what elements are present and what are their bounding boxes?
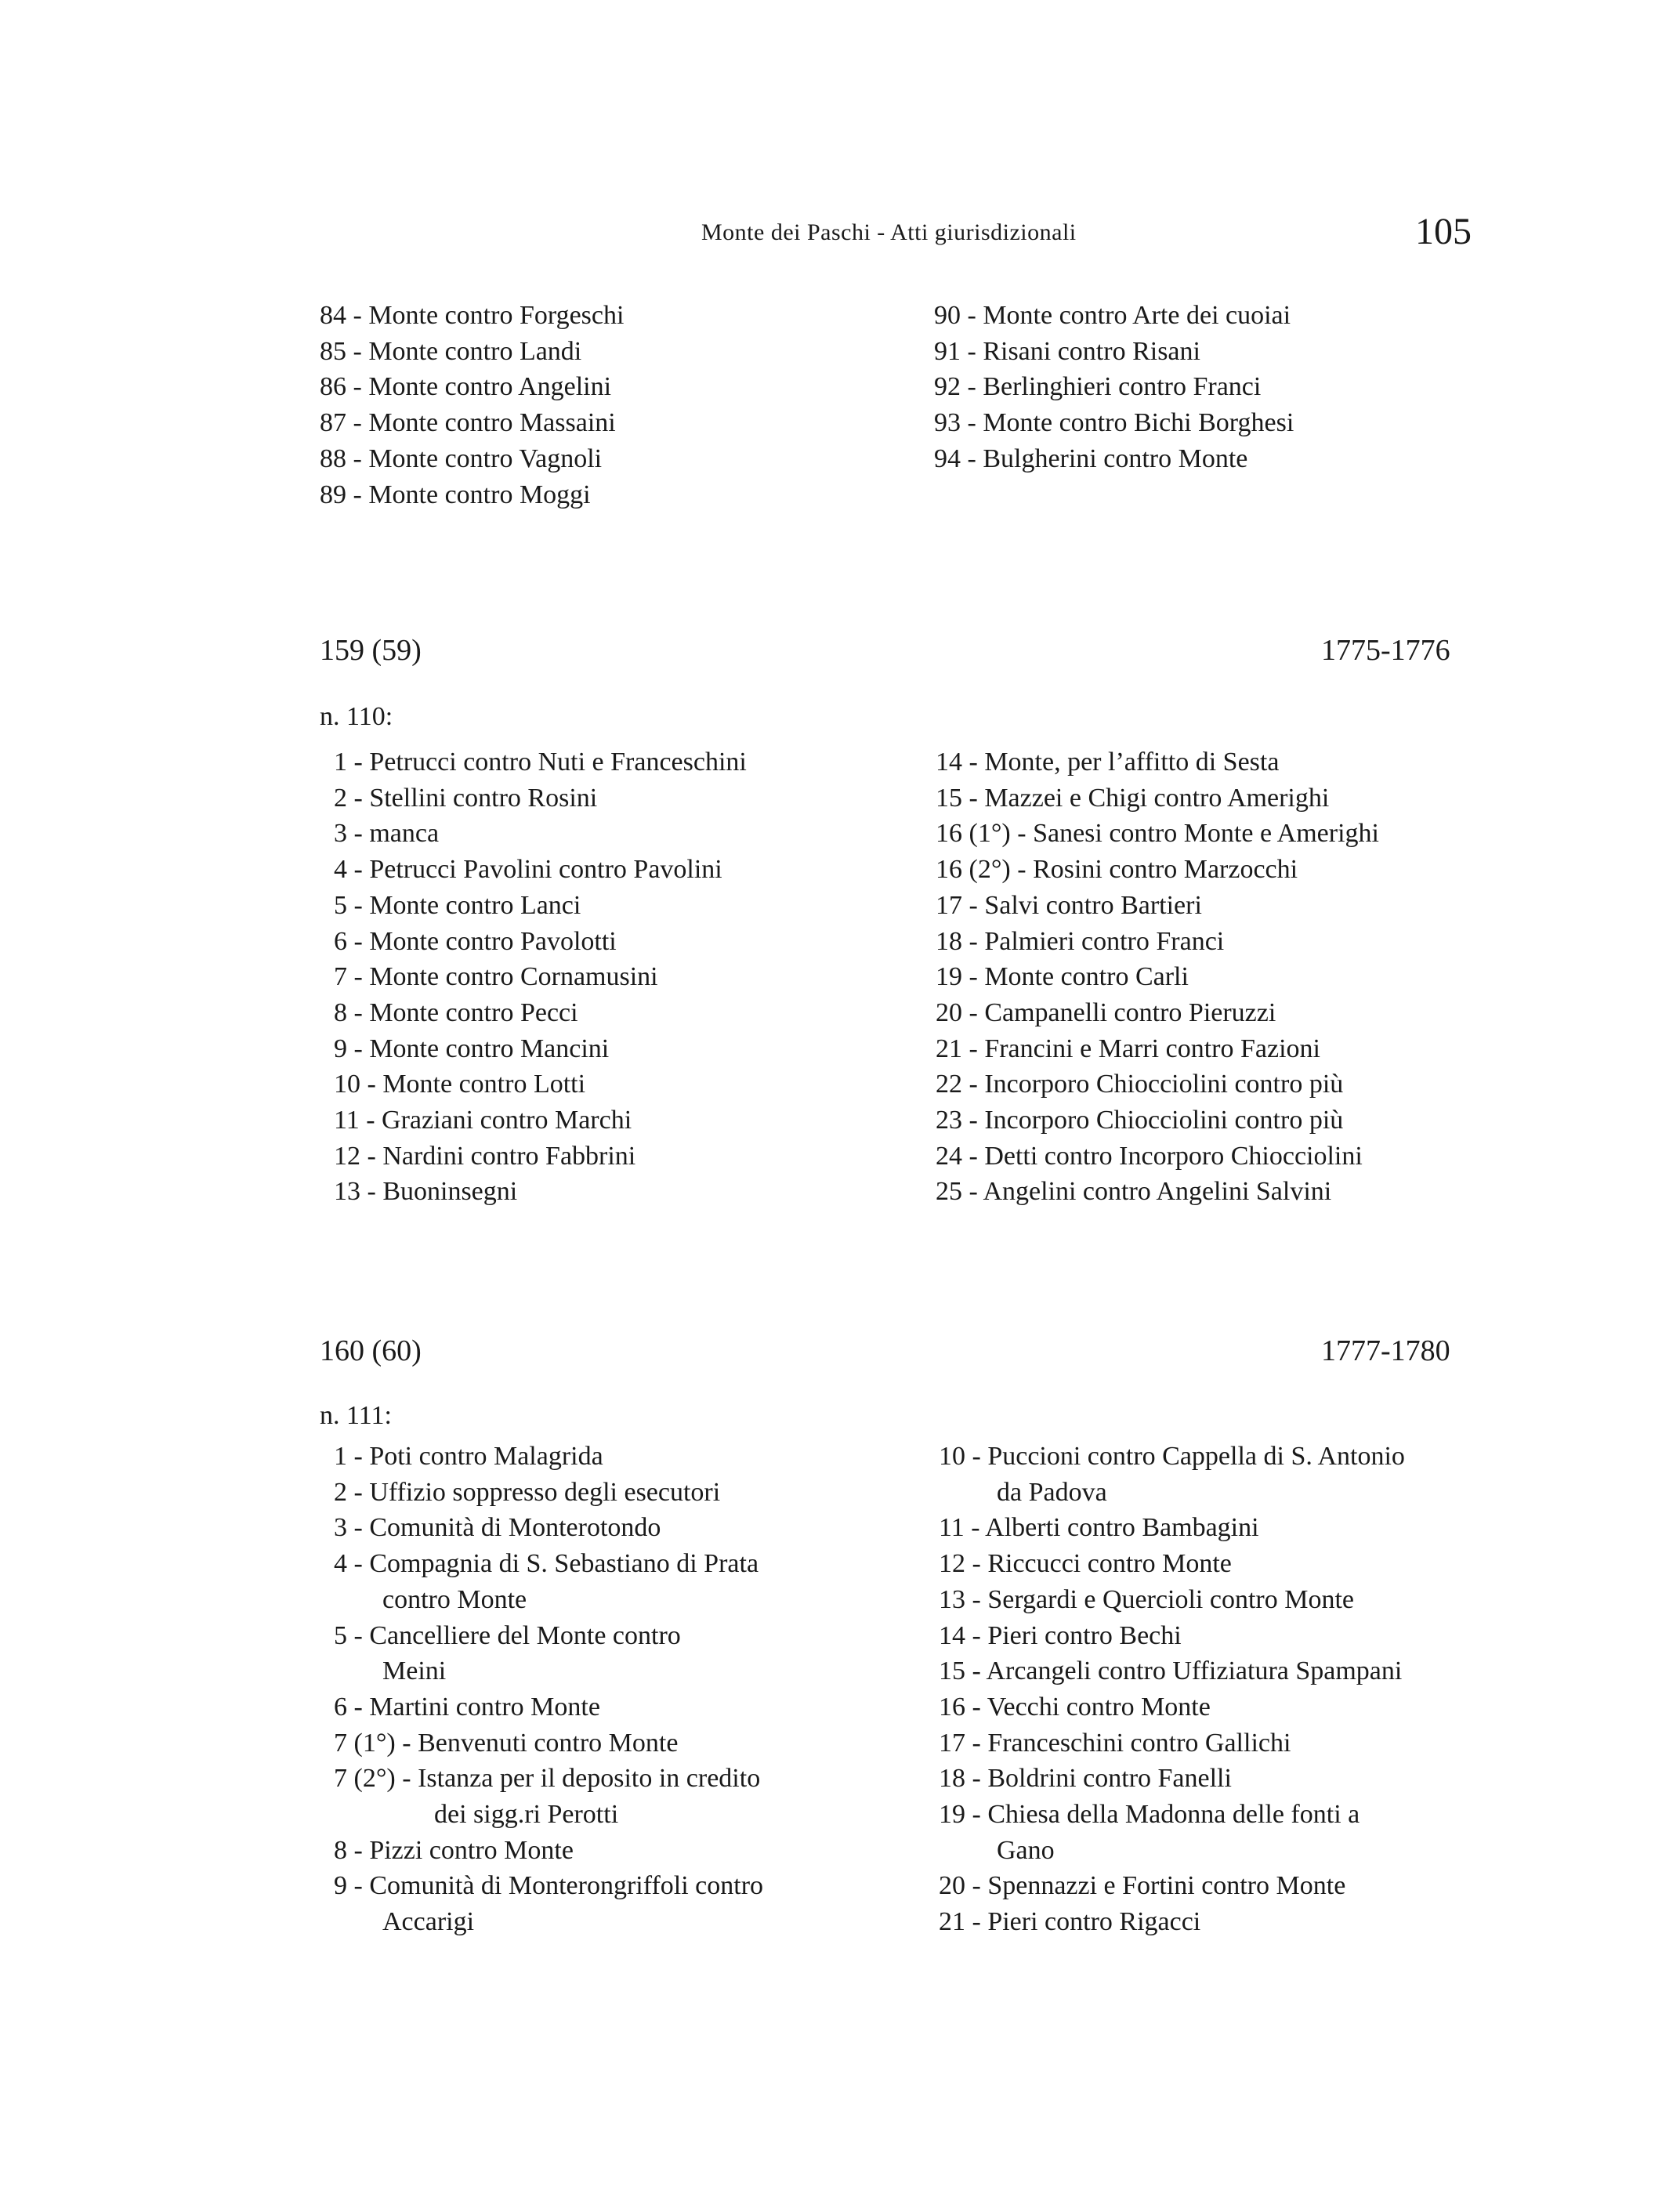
list-item: 6 - Monte contro Pavolotti xyxy=(334,926,617,956)
entry-line: 7 (2°) - Istanza per il deposito in credito xyxy=(334,1764,761,1794)
list-item: 1 - Petrucci contro Nuti e Franceschini xyxy=(334,748,747,777)
list-item xyxy=(939,1546,1487,1582)
list-item: 24 - Detti contro Incorporo Chiocciolini xyxy=(936,1141,1363,1171)
list-item: 11 - Graziani contro Marchi xyxy=(334,1106,632,1135)
entry-line: 20 - Spennazzi e Fortini contro Monte xyxy=(939,1871,1346,1901)
list-item: 84 - Monte contro Forgeschi xyxy=(320,301,625,330)
list-item xyxy=(334,1439,882,1475)
list-item: 5 - Monte contro Lanci xyxy=(334,890,581,920)
list-item xyxy=(939,1689,1487,1725)
section-159-right-list xyxy=(936,744,1379,1210)
list-item: 22 - Incorporo Chiocciolini contro più xyxy=(936,1070,1344,1099)
section-160-ref: n. 111: xyxy=(320,1401,392,1430)
entry-line: 7 (1°) - Benvenuti contro Monte xyxy=(334,1728,679,1758)
list-item xyxy=(334,1689,882,1725)
running-head: Monte dei Paschi - Atti giurisdizionali xyxy=(701,219,1077,245)
top-right-list xyxy=(934,298,1294,477)
list-item: 90 - Monte contro Arte dei cuoiai xyxy=(934,301,1291,330)
entry-line: 6 - Martini contro Monte xyxy=(334,1692,600,1722)
list-item xyxy=(939,1797,1487,1868)
entry-line: 19 - Chiesa della Madonna delle fonti a xyxy=(939,1800,1360,1830)
entry-continuation: Meini xyxy=(382,1656,447,1686)
entry-line: 15 - Arcangeli contro Uffiziatura Spampani xyxy=(939,1656,1403,1686)
page-number: 105 xyxy=(1415,211,1472,252)
list-item xyxy=(334,1725,882,1761)
entry-continuation: Accarigi xyxy=(382,1907,475,1937)
list-item: 87 - Monte contro Massaini xyxy=(320,408,616,438)
list-item: 89 - Monte contro Moggi xyxy=(320,480,591,509)
list-item xyxy=(334,1618,882,1689)
entry-line: 18 - Boldrini contro Fanelli xyxy=(939,1764,1232,1794)
list-item: 8 - Monte contro Pecci xyxy=(334,997,578,1027)
list-item: 14 - Monte, per l’affitto di Sesta xyxy=(936,748,1280,777)
list-item: 12 - Nardini contro Fabbrini xyxy=(334,1141,636,1171)
section-159-left-list xyxy=(334,744,747,1210)
entry-line: 13 - Sergardi e Quercioli contro Monte xyxy=(939,1584,1355,1614)
list-item xyxy=(334,1868,882,1939)
section-159-years: 1775-1776 xyxy=(1321,634,1450,667)
list-item xyxy=(939,1618,1487,1654)
list-item xyxy=(939,1653,1487,1689)
list-item: 18 - Palmieri contro Franci xyxy=(936,926,1225,956)
entry-line: 8 - Pizzi contro Monte xyxy=(334,1835,574,1865)
section-160-left-list xyxy=(334,1439,882,1940)
entry-continuation: dei sigg.ri Perotti xyxy=(434,1800,619,1830)
entry-line: 17 - Franceschini contro Gallichi xyxy=(939,1728,1291,1758)
list-item: 13 - Buoninsegni xyxy=(334,1177,518,1207)
list-item: 21 - Francini e Marri contro Fazioni xyxy=(936,1034,1320,1063)
list-item: 2 - Stellini contro Rosini xyxy=(334,783,598,813)
list-item xyxy=(939,1582,1487,1618)
list-item: 23 - Incorporo Chiocciolini contro più xyxy=(936,1106,1344,1135)
list-item xyxy=(939,1439,1487,1510)
section-159-id: 159 (59) xyxy=(320,634,422,667)
list-item xyxy=(939,1725,1487,1761)
list-item: 25 - Angelini contro Angelini Salvini xyxy=(936,1177,1332,1207)
list-item: 16 (1°) - Sanesi contro Monte e Amerighi xyxy=(936,819,1379,849)
list-item: 9 - Monte contro Mancini xyxy=(334,1034,610,1063)
list-item: 94 - Bulgherini contro Monte xyxy=(934,444,1248,473)
list-item: 91 - Risani contro Risani xyxy=(934,336,1200,366)
list-item xyxy=(334,1833,882,1869)
list-item xyxy=(939,1510,1487,1546)
entry-line: 12 - Riccucci contro Monte xyxy=(939,1549,1232,1579)
list-item: 88 - Monte contro Vagnoli xyxy=(320,444,603,473)
list-item: 15 - Mazzei e Chigi contro Amerighi xyxy=(936,783,1330,813)
list-item xyxy=(939,1904,1487,1940)
list-item: 93 - Monte contro Bichi Borghesi xyxy=(934,408,1294,438)
entry-line: 11 - Alberti contro Bambagini xyxy=(939,1513,1259,1543)
list-item: 3 - manca xyxy=(334,819,440,849)
entry-line: 16 - Vecchi contro Monte xyxy=(939,1692,1211,1722)
entry-line: 5 - Cancelliere del Monte contro xyxy=(334,1620,681,1650)
top-left-list xyxy=(320,298,624,512)
entry-continuation: contro Monte xyxy=(382,1584,527,1614)
entry-line: 4 - Compagnia di S. Sebastiano di Prata xyxy=(334,1549,759,1579)
list-item: 10 - Monte contro Lotti xyxy=(334,1070,586,1099)
list-item: 85 - Monte contro Landi xyxy=(320,336,582,366)
list-item xyxy=(334,1761,882,1832)
section-159-ref: n. 110: xyxy=(320,702,393,731)
list-item: 92 - Berlinghieri contro Franci xyxy=(934,372,1262,402)
section-160-years: 1777-1780 xyxy=(1321,1334,1450,1367)
entry-line: 2 - Uffizio soppresso degli esecutori xyxy=(334,1477,721,1507)
entry-continuation: da Padova xyxy=(997,1477,1107,1507)
list-item xyxy=(334,1510,882,1546)
list-item: 19 - Monte contro Carli xyxy=(936,962,1189,992)
entry-line: 1 - Poti contro Malagrida xyxy=(334,1442,603,1471)
list-item xyxy=(939,1761,1487,1797)
list-item: 86 - Monte contro Angelini xyxy=(320,372,612,402)
section-160-id: 160 (60) xyxy=(320,1334,422,1367)
list-item xyxy=(939,1868,1487,1904)
list-item: 17 - Salvi contro Bartieri xyxy=(936,890,1202,920)
entry-line: 3 - Comunità di Monterotondo xyxy=(334,1513,661,1543)
list-item: 7 - Monte contro Cornamusini xyxy=(334,962,658,992)
entry-continuation: Gano xyxy=(997,1835,1055,1865)
entry-line: 21 - Pieri contro Rigacci xyxy=(939,1907,1201,1937)
list-item: 20 - Campanelli contro Pieruzzi xyxy=(936,997,1276,1027)
list-item: 16 (2°) - Rosini contro Marzocchi xyxy=(936,855,1298,885)
entry-line: 10 - Puccioni contro Cappella di S. Antonio xyxy=(939,1442,1405,1471)
list-item: 4 - Petrucci Pavolini contro Pavolini xyxy=(334,855,722,885)
entry-line: 9 - Comunità di Monterongriffoli contro xyxy=(334,1871,764,1901)
section-160-right-list xyxy=(939,1439,1487,1940)
list-item xyxy=(334,1546,882,1617)
entry-line: 14 - Pieri contro Bechi xyxy=(939,1620,1182,1650)
list-item xyxy=(334,1475,882,1511)
